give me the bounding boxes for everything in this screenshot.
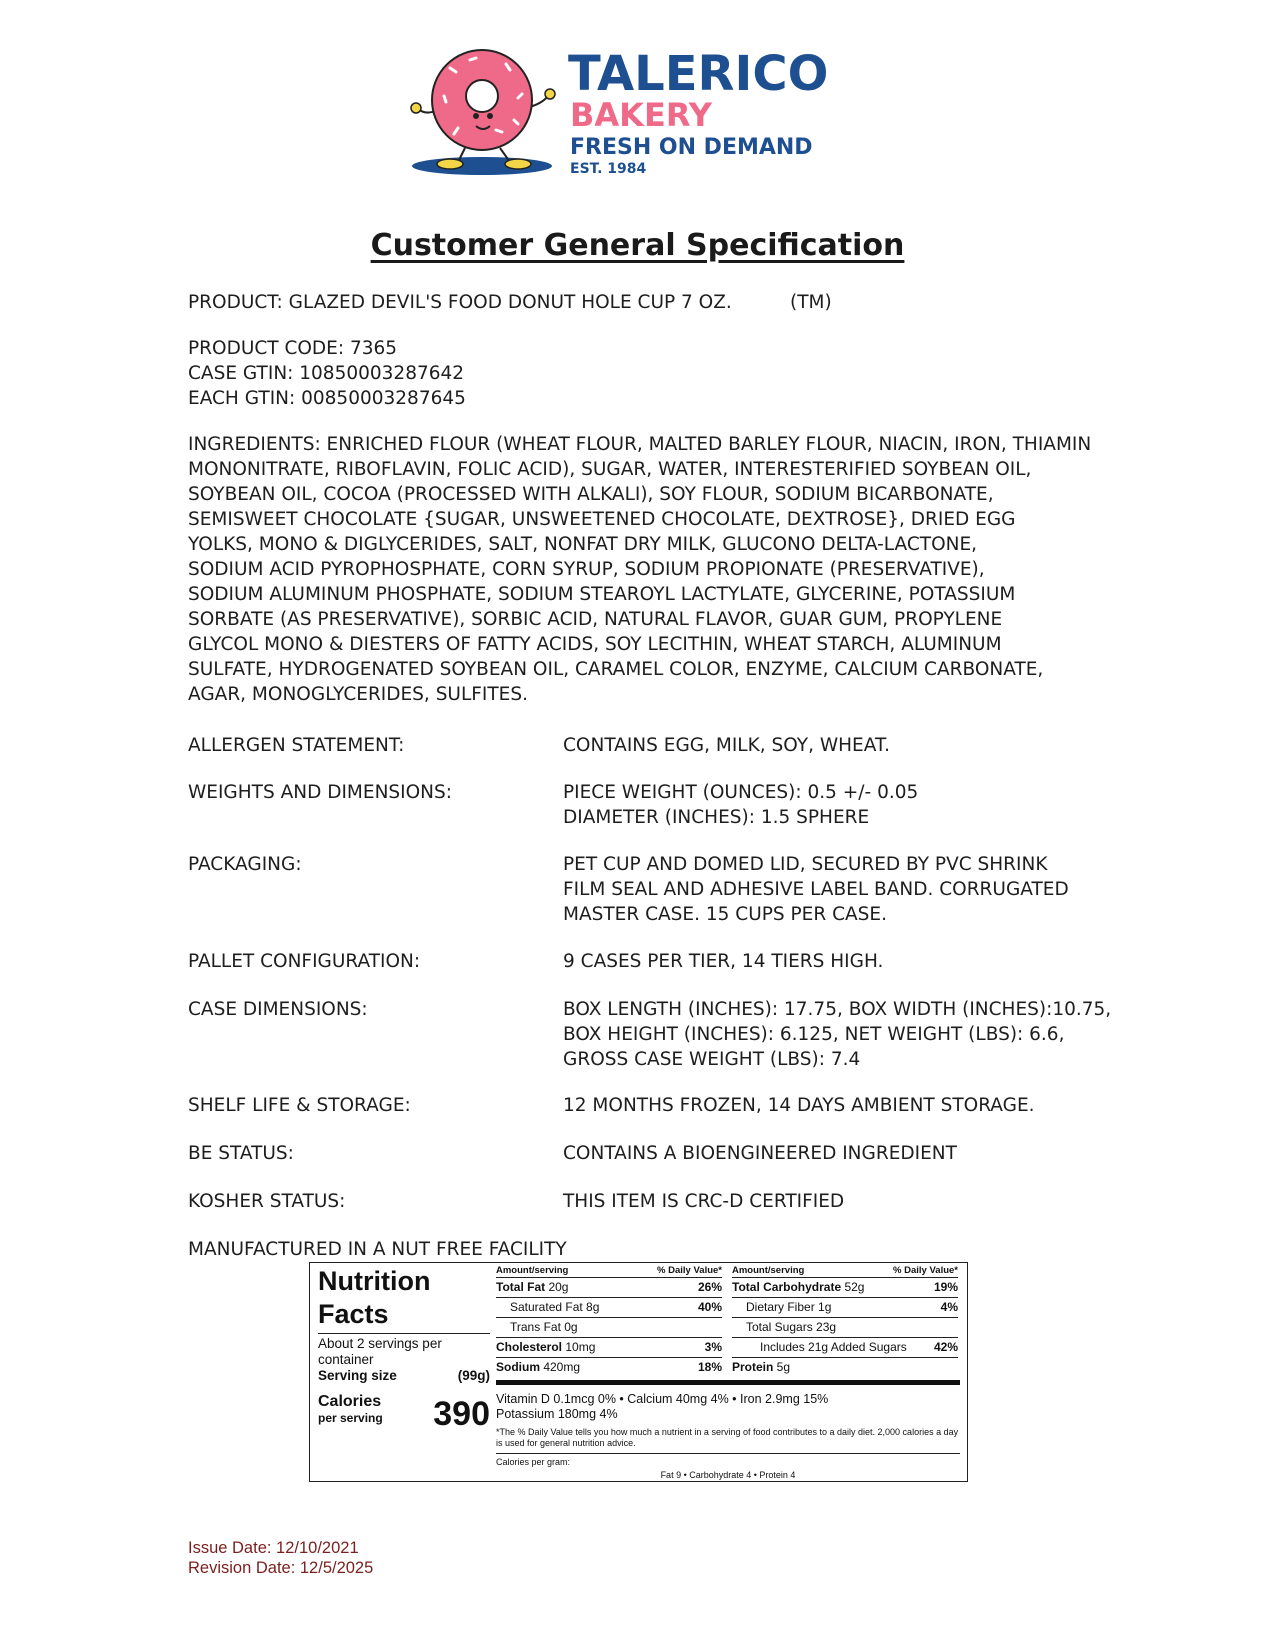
ingredients-line: SODIUM ACID PYROPHOSPHATE, CORN SYRUP, SODIUM PROPIONATE (PRESERVATIVE), <box>188 559 985 580</box>
product-name: PRODUCT: GLAZED DEVIL'S FOOD DONUT HOLE CUP 7 OZ. <box>188 292 732 313</box>
pallet-label: PALLET CONFIGURATION: <box>188 951 421 972</box>
nutrient-row: Cholesterol 10mg 3% <box>496 1338 722 1358</box>
nutrient-column-right <box>732 1265 958 1377</box>
svg-text:TALERICO: TALERICO <box>568 46 829 102</box>
serving-size-value: (99g) <box>457 1368 490 1383</box>
vitamins-line: Vitamin D 0.1mcg 0% • Calcium 40mg 4% • Iron 2.9mg 15% <box>496 1392 829 1406</box>
packaging-value <box>563 852 1103 927</box>
amount-header: Amount/serving <box>496 1265 569 1276</box>
nutrient-row: Includes 21g Added Sugars 42% <box>732 1338 958 1358</box>
svg-text:BAKERY: BAKERY <box>570 96 712 134</box>
packaging-label: PACKAGING: <box>188 854 302 875</box>
allergen-label: ALLERGEN STATEMENT: <box>188 735 405 756</box>
ingredients-line: SOYBEAN OIL, COCOA (PROCESSED WITH ALKALI), SOY FLOUR, SODIUM BICARBONATE, <box>188 484 994 505</box>
serving-size <box>318 1368 490 1383</box>
svg-text:FRESH ON DEMAND: FRESH ON DEMAND <box>570 135 813 160</box>
packaging-line: MASTER CASE. 15 CUPS PER CASE. <box>563 904 887 925</box>
calories-value: 390 <box>433 1395 490 1433</box>
shelf-life-value: 12 MONTHS FROZEN, 14 DAYS AMBIENT STORAGE. <box>563 1095 1035 1116</box>
case-dimensions-label: CASE DIMENSIONS: <box>188 999 368 1020</box>
calories-per-gram-label: Calories per gram: <box>496 1457 571 1467</box>
issue-date: Issue Date: 12/10/2021 <box>188 1539 359 1557</box>
nutrition-facts-label <box>309 1262 968 1482</box>
weights-line: PIECE WEIGHT (OUNCES): 0.5 +/- 0.05 <box>563 782 919 803</box>
daily-value-footnote <box>496 1427 960 1481</box>
pallet-value: 9 CASES PER TIER, 14 TIERS HIGH. <box>563 951 884 972</box>
footnote-text: *The % Daily Value tells you how much a nutrient in a serving of food contributes to a daily diet. 2,000 calories a day is used for general nutrition advice. <box>496 1427 959 1448</box>
be-status-label: BE STATUS: <box>188 1143 294 1164</box>
svg-text:EST. 1984: EST. 1984 <box>570 161 647 177</box>
dv-header: % Daily Value* <box>657 1265 722 1276</box>
packaging-line: FILM SEAL AND ADHESIVE LABEL BAND. CORRUGATED <box>563 879 1069 900</box>
ingredients-line: AGAR, MONOGLYCERIDES, SULFITES. <box>188 684 528 705</box>
nutrient-row: Dietary Fiber 1g 4% <box>732 1298 958 1318</box>
facts-heading: Facts <box>318 1299 389 1329</box>
page-title: Customer General Specification <box>370 228 905 263</box>
ingredients-list <box>188 432 1108 707</box>
calories-label: Calories <box>318 1393 382 1410</box>
thick-divider <box>496 1380 960 1385</box>
kosher-label: KOSHER STATUS: <box>188 1191 346 1212</box>
nutrient-row: Total Sugars 23g <box>732 1318 958 1338</box>
ingredients-line: SULFATE, HYDROGENATED SOYBEAN OIL, CARAMEL COLOR, ENZYME, CALCIUM CARBONATE, <box>188 659 1044 680</box>
case-dimensions-value <box>563 997 1123 1072</box>
allergen-value: CONTAINS EGG, MILK, SOY, WHEAT. <box>563 735 890 756</box>
column-header <box>732 1265 958 1278</box>
donut-mascot-icon <box>410 38 880 186</box>
divider <box>496 1453 960 1454</box>
calories-block <box>318 1393 490 1433</box>
case-line: BOX HEIGHT (INCHES): 6.125, NET WEIGHT (LBS): 6.6, <box>563 1024 1065 1045</box>
kosher-value: THIS ITEM IS CRC-D CERTIFIED <box>563 1191 845 1212</box>
dv-header: % Daily Value* <box>893 1265 958 1276</box>
ingredients-line: SODIUM ALUMINUM PHOSPHATE, SODIUM STEAROYL LACTYLATE, GLYCERINE, POTASSIUM <box>188 584 1016 605</box>
ingredients-line: SORBATE (AS PRESERVATIVE), SORBIC ACID, NATURAL FLAVOR, GUAR GUM, PROPYLENE <box>188 609 1003 630</box>
nutrient-row: Saturated Fat 8g 40% <box>496 1298 722 1318</box>
shelf-life-label: SHELF LIFE & STORAGE: <box>188 1095 411 1116</box>
weights-value <box>563 780 1103 830</box>
column-header <box>496 1265 722 1278</box>
calories-per-gram-values: Fat 9 • Carbohydrate 4 • Protein 4 <box>660 1470 796 1480</box>
case-line: BOX LENGTH (INCHES): 17.75, BOX WIDTH (INCHES):10.75, <box>563 999 1112 1020</box>
nut-free-statement: MANUFACTURED IN A NUT FREE FACILITY <box>188 1239 567 1260</box>
ingredients-line: YOLKS, MONO & DIGLYCERIDES, SALT, NONFAT DRY MILK, GLUCONO DELTA-LACTONE, <box>188 534 978 555</box>
bakery-logo <box>410 38 880 186</box>
revision-date: Revision Date: 12/5/2025 <box>188 1559 374 1577</box>
vitamins-line: Potassium 180mg 4% <box>496 1407 618 1421</box>
servings-per-container: About 2 servings per container <box>318 1336 442 1367</box>
nutrient-row: Trans Fat 0g <box>496 1318 722 1338</box>
vitamins-minerals <box>496 1392 960 1422</box>
packaging-line: PET CUP AND DOMED LID, SECURED BY PVC SHRINK <box>563 854 1048 875</box>
trademark-mark: (TM) <box>790 292 832 313</box>
nutrition-heading: Nutrition <box>318 1266 431 1296</box>
ingredients-line: INGREDIENTS: ENRICHED FLOUR (WHEAT FLOUR, MALTED BARLEY FLOUR, NIACIN, IRON, THIAMIN <box>188 434 1092 455</box>
nutrient-row: Sodium 420mg 18% <box>496 1360 722 1374</box>
ingredients-line: MONONITRATE, RIBOFLAVIN, FOLIC ACID), SUGAR, WATER, INTERESTERIFIED SOYBEAN OIL, <box>188 459 1032 480</box>
document-dates <box>188 1538 373 1578</box>
nutrient-row: Protein 5g <box>732 1360 791 1374</box>
ingredients-line: GLYCOL MONO & DIESTERS OF FATTY ACIDS, SOY LECITHIN, WHEAT STARCH, ALUMINUM <box>188 634 1002 655</box>
weights-label: WEIGHTS AND DIMENSIONS: <box>188 782 452 803</box>
case-line: GROSS CASE WEIGHT (LBS): 7.4 <box>563 1049 861 1070</box>
amount-header: Amount/serving <box>732 1265 805 1276</box>
be-status-value: CONTAINS A BIOENGINEERED INGREDIENT <box>563 1143 957 1164</box>
each-gtin: EACH GTIN: 00850003287645 <box>188 388 466 409</box>
ingredients-line: SEMISWEET CHOCOLATE {SUGAR, UNSWEETENED CHOCOLATE, DEXTROSE}, DRIED EGG <box>188 509 1016 530</box>
per-serving-label: per serving <box>318 1411 383 1425</box>
divider <box>318 1333 490 1334</box>
weights-line: DIAMETER (INCHES): 1.5 SPHERE <box>563 807 870 828</box>
nutrient-column-left <box>496 1265 722 1377</box>
case-gtin: CASE GTIN: 10850003287642 <box>188 363 465 384</box>
serving-size-label: Serving size <box>318 1368 397 1383</box>
nutrition-header <box>318 1265 490 1383</box>
product-code: PRODUCT CODE: 7365 <box>188 338 398 359</box>
nutrient-row: Total Fat 20g 26% <box>496 1278 722 1298</box>
nutrient-row: Total Carbohydrate 52g 19% <box>732 1278 958 1298</box>
